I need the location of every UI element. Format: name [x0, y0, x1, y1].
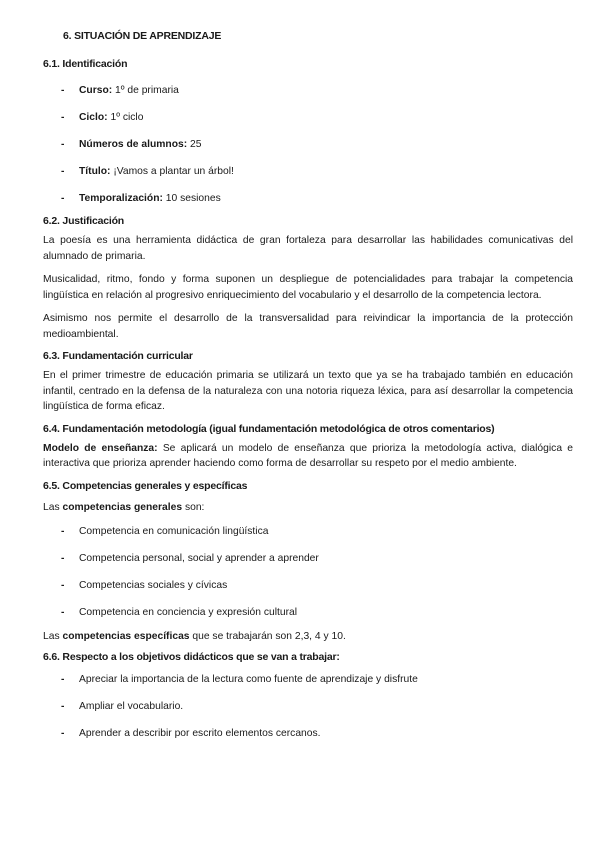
list-item: - Apreciar la importancia de la lectura como fuente de aprendizaje y disfrute	[43, 673, 573, 686]
section-title: 6. SITUACIÓN DE APRENDIZAJE	[63, 30, 222, 42]
competencias-intro: Las competencias generales son:	[43, 501, 205, 513]
heading-identificacion: 6.1. Identificación	[43, 58, 128, 70]
document-page	[43, 30, 573, 740]
list-item: - Ampliar el vocabulario.	[43, 700, 573, 713]
paragraph: En el primer trimestre de educación primaria se utilizará un texto que ya se ha trabajado también en educación infantil, centrado en la defensa de la naturaleza con una notoria riqueza léxica, para así desarrollar la competencia lingüística de forma eficaz.	[43, 370, 573, 412]
list-item: - Curso: 1º de primaria	[43, 84, 573, 97]
list-item: - Temporalización: 10 sesiones	[43, 192, 573, 205]
competencias-list	[43, 525, 573, 619]
list-item: - Competencia personal, social y aprender a aprender	[43, 552, 573, 565]
list-item: - Competencias sociales y cívicas	[43, 579, 573, 592]
paragraph: Asimismo nos permite el desarrollo de la transversalidad para reivindicar la importancia de la protección medioambiental.	[43, 313, 573, 340]
paragraph: La poesía es una herramienta didáctica de gran fortaleza para desarrollar las habilidades comunicativas del alumnado de primaria.	[43, 235, 573, 262]
paragraph: Modelo de enseñanza: Se aplicará un modelo de enseñanza que prioriza la metodología activa, dialógica e interactiva que prioriza aprender haciendo como forma de desarrollar su respeto por el medio ambiente.	[43, 442, 573, 469]
heading-competencias: 6.5. Competencias generales y específicas	[43, 479, 248, 492]
competencias-especificas: Las competencias específicas que se trabajarán son 2,3, 4 y 10.	[43, 631, 346, 642]
heading-fundamentacion-metodologia: 6.4. Fundamentación metodología (igual fundamentación metodológica de otros comentarios)	[43, 422, 495, 435]
list-item: - Ciclo: 1º ciclo	[43, 111, 573, 124]
heading-fundamentacion-curricular: 6.3. Fundamentación curricular	[43, 350, 193, 362]
paragraph: Musicalidad, ritmo, fondo y forma suponen un despliegue de potencialidades para trabajar la competencia lingüística en relación al progresivo enriquecimiento del vocabulario y el desarrollo de la competencia lectora.	[43, 274, 573, 301]
list-item: - Números de alumnos: 25	[43, 138, 573, 151]
heading-justificacion: 6.2. Justificación	[43, 215, 125, 227]
list-item: - Aprender a describir por escrito elementos cercanos.	[43, 727, 573, 740]
list-item: - Título: ¡Vamos a plantar un árbol!	[43, 165, 573, 178]
objetivos-list	[43, 673, 573, 740]
list-item: - Competencia en conciencia y expresión cultural	[43, 606, 573, 619]
heading-objetivos: 6.6. Respecto a los objetivos didácticos que se van a trabajar:	[43, 650, 340, 663]
identificacion-list	[43, 84, 573, 205]
list-item: - Competencia en comunicación lingüística	[43, 525, 573, 538]
